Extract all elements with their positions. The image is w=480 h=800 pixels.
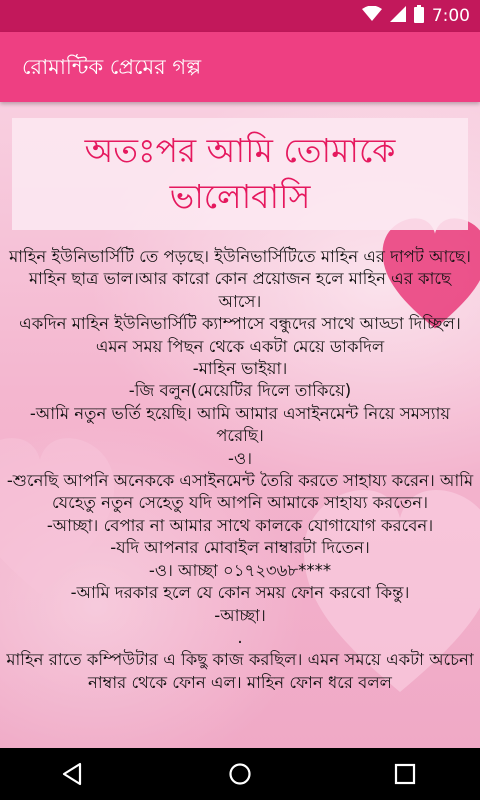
status-icons xyxy=(362,0,470,32)
back-button[interactable] xyxy=(32,748,112,800)
story-content[interactable] xyxy=(0,102,480,748)
battery-icon xyxy=(414,5,424,27)
recents-icon xyxy=(394,763,416,785)
story-title: অতঃপর আমি তোমাকে ভালোবাসি xyxy=(84,131,396,216)
cell-signal-icon xyxy=(390,6,406,26)
app-title: রোমান্টিক প্রেমের গল্প xyxy=(22,55,202,79)
story-body: মাহিন ইউনিভার্সিটি তে পড়ছে। ইউনিভার্সিটিতে মাহিন এর দাপট আছে।মাহিন ছাত্র ভাল।আর কারো কোন প্রয়োজন হলে মাহিন এর কাছে আসে। একদিন মাহিন ইউনিভার্সিটি ক্যাম্পাসে বন্ধুদের সাথে আড্ডা দিচ্ছিল।এমন সময় পিছন থেকে একটা মেয়ে ডাকদিল -মাহিন ভাইয়া। -জি বলুন(মেয়েটির দিলে তাকিয়ে) -আমি নতুন ভর্তি হয়েছি। আমি আমার এসাইনমেন্ট নিয়ে সমস্যায় পরেছি। -ও। -শুনেছি আপনি অনেককে এসাইনমেন্ট তৈরি করতে সাহায্য করেন। আমি যেহেতু নতুন সেহেতু যদি আপনি আমাকে সাহায্য করতেন। -আচ্ছা। বেপার না আমার সাথে কালকে যোগাযোগ করবেন। -যদি আপনার মোবাইল নাম্বারটা দিতেন। -ও। আচ্ছা ০১৭২৩৬৮**** -আমি দরকার হলে যে কোন সময় ফোন করবো কিন্তু। -আচ্ছা। . মাহিন রাতে কম্পিউটার এ কিছু কাজ করছিল। এমন সময়ে একটা অচেনা নাম্বার থেকে ফোন এল। মাহিন ফোন ধরে বলল xyxy=(6,247,474,692)
wifi-icon xyxy=(362,6,382,26)
back-icon xyxy=(61,762,83,786)
story-title-box xyxy=(12,118,468,230)
navigation-bar xyxy=(0,748,480,800)
status-time: 7:00 xyxy=(431,6,470,26)
app-bar xyxy=(0,32,480,102)
status-bar xyxy=(0,0,480,32)
home-button[interactable] xyxy=(200,748,280,800)
recents-button[interactable] xyxy=(365,748,445,800)
home-icon xyxy=(228,762,252,786)
